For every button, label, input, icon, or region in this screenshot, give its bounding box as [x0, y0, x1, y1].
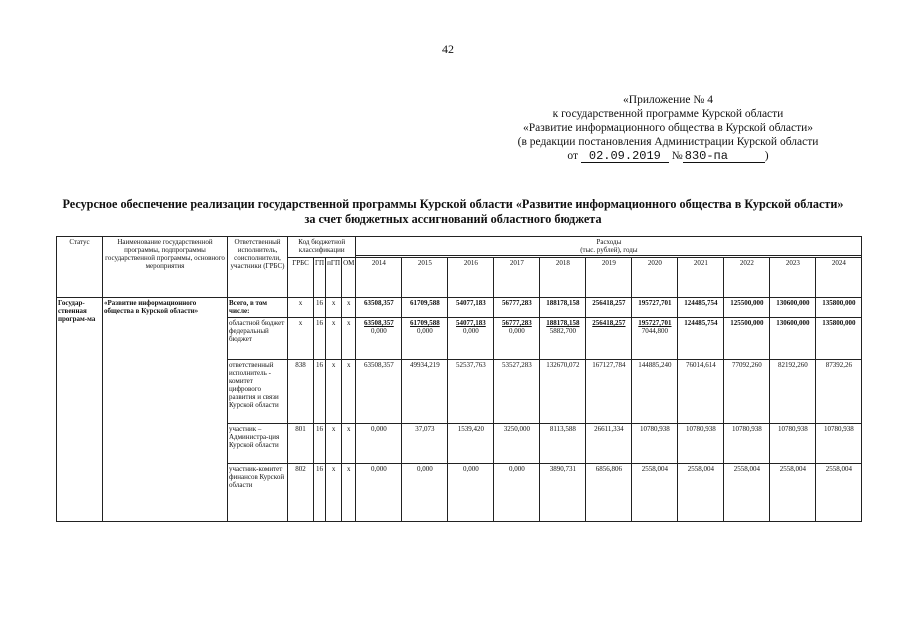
value-cell: 124485,754: [678, 298, 724, 318]
value-cell: 167127,784: [586, 360, 632, 424]
value-cell: 63508,357: [356, 298, 402, 318]
page-number: 42: [442, 42, 454, 56]
value-cell: 0,000: [402, 464, 448, 522]
row-label: областной бюджет федеральный бюджет: [228, 318, 288, 360]
value-cell: 61709,588 0,000: [402, 318, 448, 360]
federal-value: 0,000: [417, 327, 433, 335]
header-responsible: Ответственный исполнитель, соисполнители, участники (ГРБС): [228, 237, 288, 298]
code-cell: 838: [288, 360, 314, 424]
value-cell: 2558,004: [678, 464, 724, 522]
code-cell: x: [326, 298, 342, 318]
header-year: 2021: [678, 258, 724, 298]
code-cell: 16: [314, 424, 326, 464]
code-cell: x: [342, 424, 356, 464]
header-code-pgp: пГП: [326, 258, 342, 298]
value-cell: 188178,158 5882,700: [540, 318, 586, 360]
decree-date: 02.09.2019: [581, 150, 669, 163]
value-cell: 2558,004: [724, 464, 770, 522]
value-cell: 0,000: [356, 464, 402, 522]
appendix-line-4: (в редакции постановления Администрации Курской области: [517, 136, 819, 148]
value-cell: 63508,357: [356, 360, 402, 424]
header-year: 2024: [816, 258, 862, 298]
value-cell: 8113,588: [540, 424, 586, 464]
header-code-gp: ГП: [314, 258, 326, 298]
value-cell: 56777,283 0,000: [494, 318, 540, 360]
header-status: Статус: [57, 237, 103, 298]
appendix-line-1: «Приложение № 4: [623, 94, 713, 106]
value-cell: 3250,000: [494, 424, 540, 464]
value-cell: 188178,158: [540, 298, 586, 318]
row-label: участник-комитет финансов Курской области: [228, 464, 288, 522]
code-cell: 16: [314, 464, 326, 522]
header-name: Наименование государственной программы, подпрограммы государственной программы, основного мероприятия: [103, 237, 228, 298]
header-code-om: ОМ: [342, 258, 356, 298]
value-cell: 130600,000: [770, 298, 816, 318]
value-cell: 10780,938: [770, 424, 816, 464]
code-cell: x: [326, 318, 342, 360]
table-row: [57, 298, 862, 318]
header-year: 2019: [586, 258, 632, 298]
value-cell: 125500,000: [724, 318, 770, 360]
appendix-line-2: к государственной программе Курской области: [552, 108, 784, 120]
code-cell: 802: [288, 464, 314, 522]
code-cell: 16: [314, 318, 326, 360]
value-cell: 144885,240: [632, 360, 678, 424]
value-cell: 125500,000: [724, 298, 770, 318]
federal-value: 5882,700: [549, 327, 577, 335]
from-label: от: [567, 150, 579, 162]
value-cell: 135800,000: [816, 318, 862, 360]
value-cell: 26611,334: [586, 424, 632, 464]
header-code-group: Код бюджетной классификации: [288, 237, 356, 258]
code-cell: x: [342, 318, 356, 360]
header-year: 2015: [402, 258, 448, 298]
federal-value: 0,000: [463, 327, 479, 335]
value-cell: 63508,357 0,000: [356, 318, 402, 360]
code-cell: 16: [314, 360, 326, 424]
value-cell: 10780,938: [816, 424, 862, 464]
federal-value: 0,000: [509, 327, 525, 335]
value-cell: 1539,420: [448, 424, 494, 464]
header-year: 2017: [494, 258, 540, 298]
code-cell: x: [326, 424, 342, 464]
row-label: Всего, в том числе:: [228, 298, 288, 318]
value-cell: 3890,731: [540, 464, 586, 522]
value-cell: 2558,004: [816, 464, 862, 522]
header-year: 2014: [356, 258, 402, 298]
value-cell: 132670,072: [540, 360, 586, 424]
value-cell: 0,000: [494, 464, 540, 522]
program-name-cell: «Развитие информационного общества в Курской области»: [103, 298, 228, 522]
value-cell: 10780,938: [678, 424, 724, 464]
value-cell: 2558,004: [770, 464, 816, 522]
value-cell: 2558,004: [632, 464, 678, 522]
value-cell: 37,073: [402, 424, 448, 464]
code-cell: 16: [314, 298, 326, 318]
code-cell: x: [288, 298, 314, 318]
value-cell: 10780,938: [724, 424, 770, 464]
value-cell: 53527,283: [494, 360, 540, 424]
value-cell: 77092,260: [724, 360, 770, 424]
appendix-line-3: «Развитие информационного общества в Курской области»: [522, 122, 814, 134]
value-cell: 54077,183: [448, 298, 494, 318]
value-cell: 135800,000: [816, 298, 862, 318]
code-cell: 801: [288, 424, 314, 464]
header-year: 2023: [770, 258, 816, 298]
decree-number: 830-па: [683, 150, 765, 163]
value-cell: 6856,806: [586, 464, 632, 522]
code-cell: x: [326, 360, 342, 424]
value-cell: 82192,260: [770, 360, 816, 424]
value-cell: 52537,763: [448, 360, 494, 424]
code-cell: x: [288, 318, 314, 360]
closing-paren: ): [764, 150, 769, 162]
value-cell: 195727,701: [632, 298, 678, 318]
appendix-date-line: [470, 149, 866, 163]
value-cell: 130600,000: [770, 318, 816, 360]
header-year: 2022: [724, 258, 770, 298]
federal-value: 7044,800: [641, 327, 669, 335]
number-label: №: [671, 150, 683, 162]
resource-table: [56, 236, 862, 522]
value-cell: 56777,283: [494, 298, 540, 318]
code-cell: x: [342, 464, 356, 522]
value-cell: 54077,183 0,000: [448, 318, 494, 360]
code-cell: x: [326, 464, 342, 522]
value-cell: 87392,26: [816, 360, 862, 424]
header-code-grbs: ГРБС: [288, 258, 314, 298]
header-year: 2018: [540, 258, 586, 298]
value-cell: 10780,938: [632, 424, 678, 464]
row-label: участник – Администра-ция Курской области: [228, 424, 288, 464]
header-expenses: Расходы (тыс. рублей), годы: [356, 237, 862, 256]
row-label: ответственный исполнитель - комитет цифрового развития и связи Курской области: [228, 360, 288, 424]
value-cell: 195727,701 7044,800: [632, 318, 678, 360]
federal-value: 0,000: [371, 327, 387, 335]
code-cell: x: [342, 298, 356, 318]
header-year: 2020: [632, 258, 678, 298]
value-cell: 61709,588: [402, 298, 448, 318]
status-cell: Государ-ственная програм-ма: [57, 298, 103, 522]
value-cell: 124485,754: [678, 318, 724, 360]
value-cell: 76014,614: [678, 360, 724, 424]
value-cell: 0,000: [448, 464, 494, 522]
code-cell: x: [342, 360, 356, 424]
value-cell: 0,000: [356, 424, 402, 464]
document-title: Ресурсное обеспечение реализации государственной программы Курской области «Развитие информационного общества в Курской области» за счет бюджетных ассигнований областного бюджета: [62, 197, 844, 226]
appendix-header: [470, 93, 866, 163]
value-cell: 256418,257: [586, 298, 632, 318]
header-year: 2016: [448, 258, 494, 298]
value-cell: 49934,219: [402, 360, 448, 424]
value-cell: 256418,257: [586, 318, 632, 360]
